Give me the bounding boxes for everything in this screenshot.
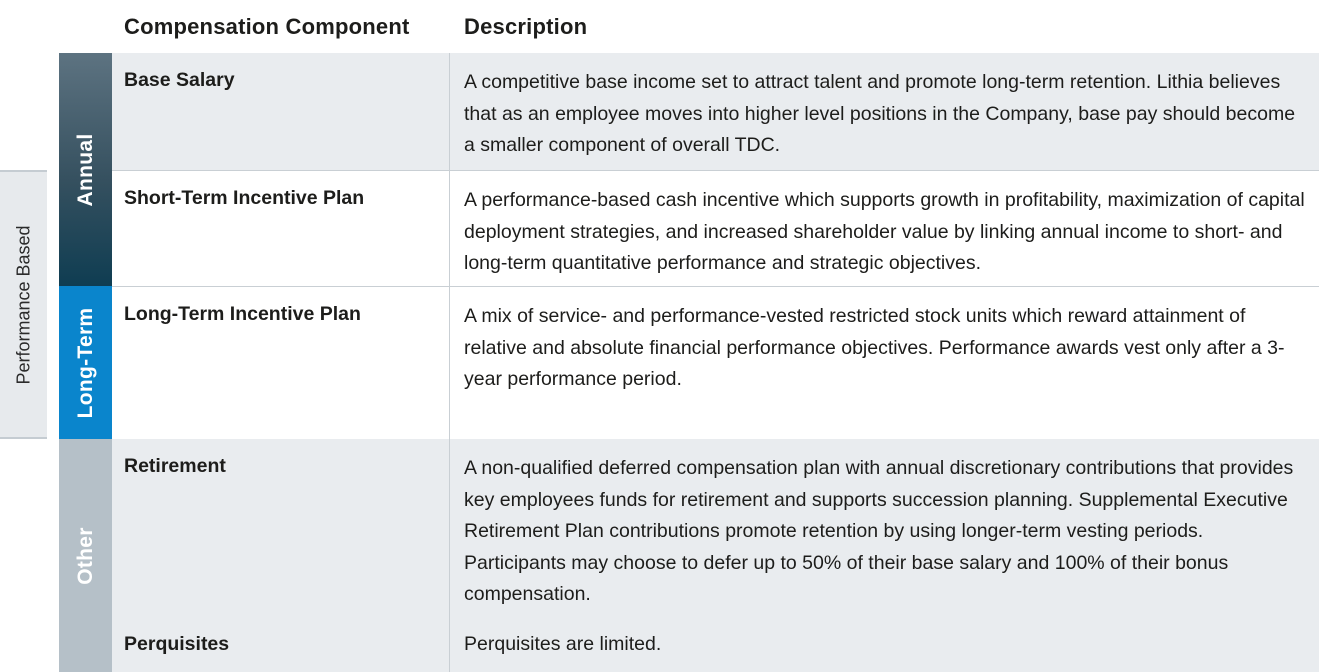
category-long-term [59,286,112,439]
table-row-long-term-incentive [112,286,1319,439]
component-name: Long-Term Incentive Plan [124,303,361,325]
component-name: Base Salary [124,69,235,91]
component-description: A non-qualified deferred compensation plan with annual discretionary contributions that provides key employees funds for retirement and supports succession planning. Supplemental Executive Retirement Plan contributions promote retention by using longer-term vesting periods. Participants may choose to defer up to 50% of their base salary and 100% of their bonus compensation. [464,457,1294,605]
category-annual-label: Annual [73,133,97,206]
column-divider [449,439,450,621]
component-description: Perquisites are limited. [464,633,662,655]
component-name: Retirement [124,455,226,477]
performance-based-group-label [0,170,47,439]
column-divider [449,621,450,672]
category-other-label: Other [73,526,97,585]
category-other [59,439,112,672]
column-divider [449,287,450,439]
table-row-short-term-incentive [112,170,1319,286]
category-annual [59,53,112,286]
column-header-description: Description [464,14,588,39]
component-description: A mix of service- and performance-vested restricted stock units which reward attainment of relative and absolute financial performance objectives. Performance awards vest only after a 3-year performance period. [464,305,1285,390]
column-header-component: Compensation Component [124,14,410,39]
performance-based-text: Performance Based [13,224,33,385]
component-description: A performance-based cash incentive which supports growth in profitability, maximization of capital deployment strategies, and increased shareholder value by linking annual income to short- and long-term quantitative performance and strategic objectives. [464,189,1305,274]
table-row-perquisites [112,621,1319,672]
table-row-base-salary [112,53,1319,170]
component-name: Short-Term Incentive Plan [124,187,365,209]
component-description: A competitive base income set to attract talent and promote long-term retention. Lithia believes that as an employee moves into higher level positions in the Company, base pay should become a smaller component of overall TDC. [464,71,1296,156]
table-row-retirement [112,439,1319,621]
column-divider [449,171,450,286]
category-long-term-label: Long-Term [73,307,97,418]
column-divider [449,53,450,170]
component-name: Perquisites [124,633,230,655]
